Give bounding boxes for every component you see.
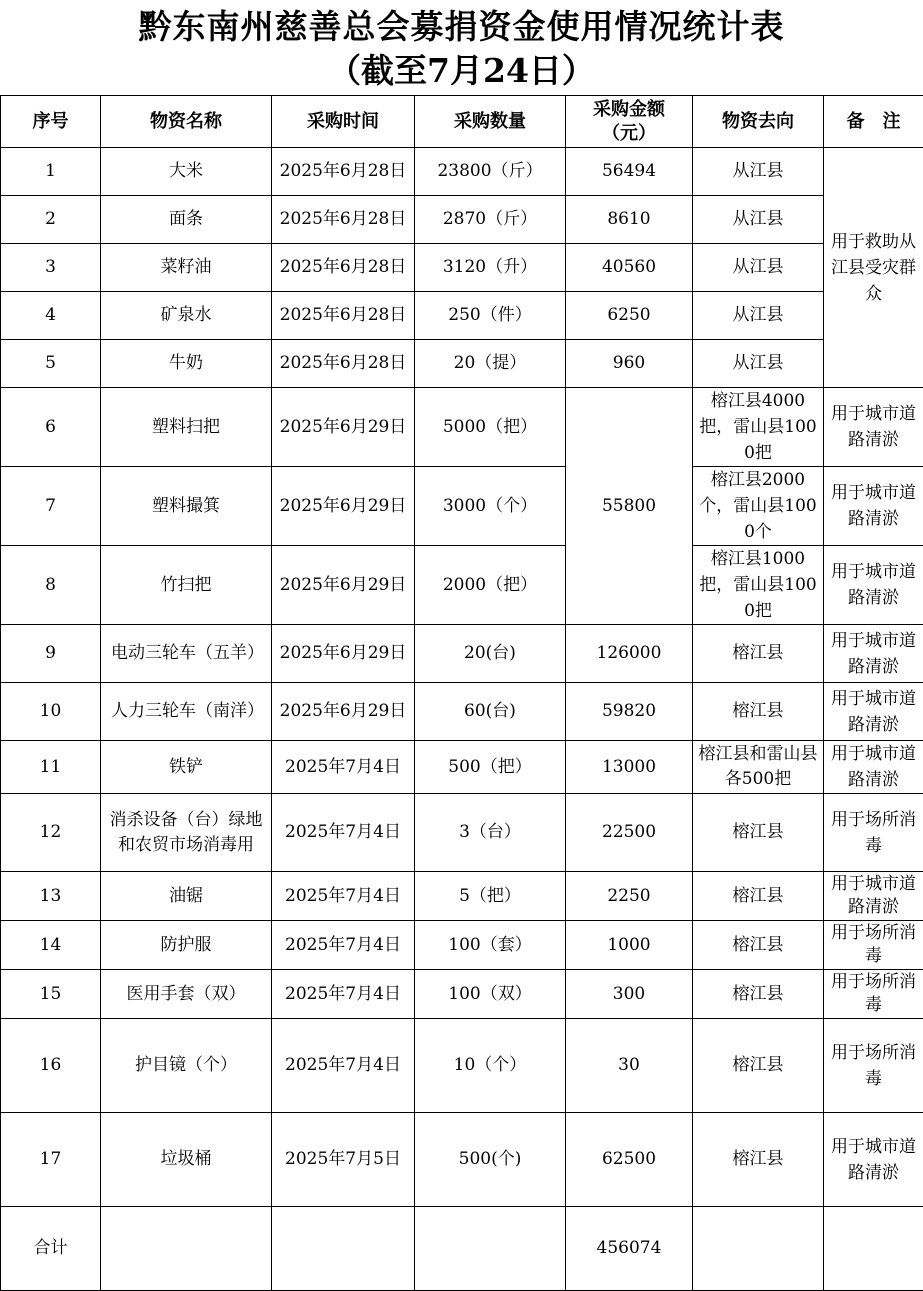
cell-date: 2025年7月4日 — [272, 970, 415, 1019]
cell-qty: 250（件） — [415, 292, 566, 340]
cell-name: 防护服 — [101, 921, 272, 970]
header-row — [1, 96, 923, 148]
cell-name: 面条 — [101, 196, 272, 244]
cell-remark: 用于城市道路清淤 — [824, 741, 923, 794]
cell-remark: 用于城市道路清淤 — [824, 872, 923, 921]
cell-no: 3 — [1, 244, 101, 292]
cell-name: 油锯 — [101, 872, 272, 921]
cell-dest: 榕江县和雷山县各500把 — [693, 741, 824, 794]
cell-dest: 从江县 — [693, 196, 824, 244]
cell-name: 护目镜（个） — [101, 1019, 272, 1113]
title-block — [0, 0, 923, 95]
cell-name: 电动三轮车（五羊） — [101, 625, 272, 683]
cell-no: 2 — [1, 196, 101, 244]
cell-date: 2025年7月4日 — [272, 794, 415, 872]
cell-amount: 2250 — [566, 872, 693, 921]
table-row — [1, 196, 923, 244]
cell-qty: 3120（升） — [415, 244, 566, 292]
cell-no: 12 — [1, 794, 101, 872]
cell-remark: 用于城市道路清淤 — [824, 388, 923, 467]
cell-date: 2025年6月28日 — [272, 244, 415, 292]
cell-amount: 1000 — [566, 921, 693, 970]
table-row — [1, 970, 923, 1019]
cell-dest: 从江县 — [693, 340, 824, 388]
cell-amount: 6250 — [566, 292, 693, 340]
table-row — [1, 244, 923, 292]
cell-no: 4 — [1, 292, 101, 340]
cell-name: 菜籽油 — [101, 244, 272, 292]
cell-qty: 3000（个） — [415, 467, 566, 546]
total-empty-cell — [693, 1207, 824, 1291]
cell-no: 1 — [1, 148, 101, 196]
cell-dest: 榕江县 — [693, 794, 824, 872]
cell-amount: 59820 — [566, 683, 693, 741]
cell-name: 垃圾桶 — [101, 1113, 272, 1207]
cell-name: 消杀设备（台）绿地和农贸市场消毒用 — [101, 794, 272, 872]
cell-amount-merged: 55800 — [566, 388, 693, 625]
table-row — [1, 741, 923, 794]
header-date: 采购时间 — [272, 96, 415, 148]
cell-remark: 用于城市道路清淤 — [824, 683, 923, 741]
cell-no: 7 — [1, 467, 101, 546]
cell-dest: 榕江县 — [693, 683, 824, 741]
cell-dest: 从江县 — [693, 292, 824, 340]
total-empty-cell — [824, 1207, 923, 1291]
cell-date: 2025年6月29日 — [272, 683, 415, 741]
cell-qty: 2870（斤） — [415, 196, 566, 244]
cell-amount: 8610 — [566, 196, 693, 244]
cell-name: 牛奶 — [101, 340, 272, 388]
cell-name: 大米 — [101, 148, 272, 196]
cell-name: 竹扫把 — [101, 546, 272, 625]
cell-dest: 从江县 — [693, 244, 824, 292]
cell-qty: 5000（把） — [415, 388, 566, 467]
header-no: 序号 — [1, 96, 101, 148]
total-amount: 456074 — [566, 1207, 693, 1291]
table-row — [1, 148, 923, 196]
total-empty-cell — [415, 1207, 566, 1291]
cell-qty: 10（个） — [415, 1019, 566, 1113]
cell-remark: 用于场所消毒 — [824, 970, 923, 1019]
cell-amount: 56494 — [566, 148, 693, 196]
cell-qty: 500（把） — [415, 741, 566, 794]
cell-dest: 榕江县 — [693, 970, 824, 1019]
cell-remark: 用于城市道路清淤 — [824, 625, 923, 683]
cell-date: 2025年7月4日 — [272, 872, 415, 921]
cell-name: 医用手套（双） — [101, 970, 272, 1019]
table-row — [1, 872, 923, 921]
cell-date: 2025年6月29日 — [272, 625, 415, 683]
cell-name: 矿泉水 — [101, 292, 272, 340]
table-row — [1, 1113, 923, 1207]
cell-remark: 用于场所消毒 — [824, 794, 923, 872]
table-row — [1, 467, 923, 546]
cell-dest: 榕江县 — [693, 1019, 824, 1113]
cell-remark: 用于城市道路清淤 — [824, 467, 923, 546]
table-row — [1, 546, 923, 625]
cell-dest: 榕江县2000个，雷山县1000个 — [693, 467, 824, 546]
header-qty: 采购数量 — [415, 96, 566, 148]
cell-dest: 榕江县 — [693, 1113, 824, 1207]
cell-amount: 40560 — [566, 244, 693, 292]
cell-name: 人力三轮车（南洋） — [101, 683, 272, 741]
cell-amount: 22500 — [566, 794, 693, 872]
cell-remark: 用于场所消毒 — [824, 921, 923, 970]
cell-no: 10 — [1, 683, 101, 741]
cell-remark: 用于城市道路清淤 — [824, 546, 923, 625]
cell-qty: 100（套） — [415, 921, 566, 970]
cell-date: 2025年6月28日 — [272, 148, 415, 196]
cell-name: 铁铲 — [101, 741, 272, 794]
header-dest: 物资去向 — [693, 96, 824, 148]
cell-date: 2025年6月28日 — [272, 196, 415, 244]
cell-date: 2025年6月29日 — [272, 388, 415, 467]
cell-no: 6 — [1, 388, 101, 467]
cell-no: 11 — [1, 741, 101, 794]
cell-amount: 30 — [566, 1019, 693, 1113]
cell-dest: 榕江县 — [693, 625, 824, 683]
cell-qty: 2000（把） — [415, 546, 566, 625]
cell-dest: 榕江县 — [693, 872, 824, 921]
cell-dest: 榕江县4000把，雷山县1000把 — [693, 388, 824, 467]
statistics-table — [0, 95, 923, 1291]
cell-amount: 62500 — [566, 1113, 693, 1207]
cell-dest: 榕江县1000把，雷山县1000把 — [693, 546, 824, 625]
cell-qty: 3（台） — [415, 794, 566, 872]
table-row — [1, 625, 923, 683]
cell-no: 9 — [1, 625, 101, 683]
cell-qty: 20（提） — [415, 340, 566, 388]
page-title: 黔东南州慈善总会募捐资金使用情况统计表 — [0, 6, 923, 48]
cell-no: 17 — [1, 1113, 101, 1207]
cell-no: 13 — [1, 872, 101, 921]
cell-no: 15 — [1, 970, 101, 1019]
cell-remark-merged: 用于救助从江县受灾群众 — [824, 148, 923, 388]
cell-amount: 300 — [566, 970, 693, 1019]
total-empty-cell — [272, 1207, 415, 1291]
cell-dest: 榕江县 — [693, 921, 824, 970]
cell-date: 2025年7月4日 — [272, 1019, 415, 1113]
cell-no: 16 — [1, 1019, 101, 1113]
table-row — [1, 1019, 923, 1113]
total-label: 合计 — [1, 1207, 101, 1291]
cell-name: 塑料撮箕 — [101, 467, 272, 546]
cell-amount: 126000 — [566, 625, 693, 683]
cell-qty: 5（把） — [415, 872, 566, 921]
cell-no: 8 — [1, 546, 101, 625]
cell-dest: 从江县 — [693, 148, 824, 196]
cell-qty: 20(台) — [415, 625, 566, 683]
page-subtitle: （截至7月24日） — [0, 50, 923, 92]
cell-amount: 960 — [566, 340, 693, 388]
table-row — [1, 683, 923, 741]
cell-name: 塑料扫把 — [101, 388, 272, 467]
table-row — [1, 921, 923, 970]
cell-qty: 100（双） — [415, 970, 566, 1019]
table-row — [1, 340, 923, 388]
header-amount: 采购金额（元） — [566, 96, 693, 148]
total-empty-cell — [101, 1207, 272, 1291]
cell-no: 5 — [1, 340, 101, 388]
cell-remark: 用于城市道路清淤 — [824, 1113, 923, 1207]
cell-qty: 60(台) — [415, 683, 566, 741]
cell-date: 2025年6月28日 — [272, 292, 415, 340]
table-row — [1, 388, 923, 467]
cell-date: 2025年6月28日 — [272, 340, 415, 388]
header-remark: 备 注 — [824, 96, 923, 148]
cell-date: 2025年6月29日 — [272, 546, 415, 625]
cell-date: 2025年6月29日 — [272, 467, 415, 546]
cell-date: 2025年7月4日 — [272, 921, 415, 970]
cell-date: 2025年7月5日 — [272, 1113, 415, 1207]
cell-no: 14 — [1, 921, 101, 970]
cell-qty: 23800（斤） — [415, 148, 566, 196]
cell-amount: 13000 — [566, 741, 693, 794]
table-row — [1, 794, 923, 872]
total-row — [1, 1207, 923, 1291]
cell-qty: 500(个) — [415, 1113, 566, 1207]
header-name: 物资名称 — [101, 96, 272, 148]
cell-date: 2025年7月4日 — [272, 741, 415, 794]
cell-remark: 用于场所消毒 — [824, 1019, 923, 1113]
table-row — [1, 292, 923, 340]
